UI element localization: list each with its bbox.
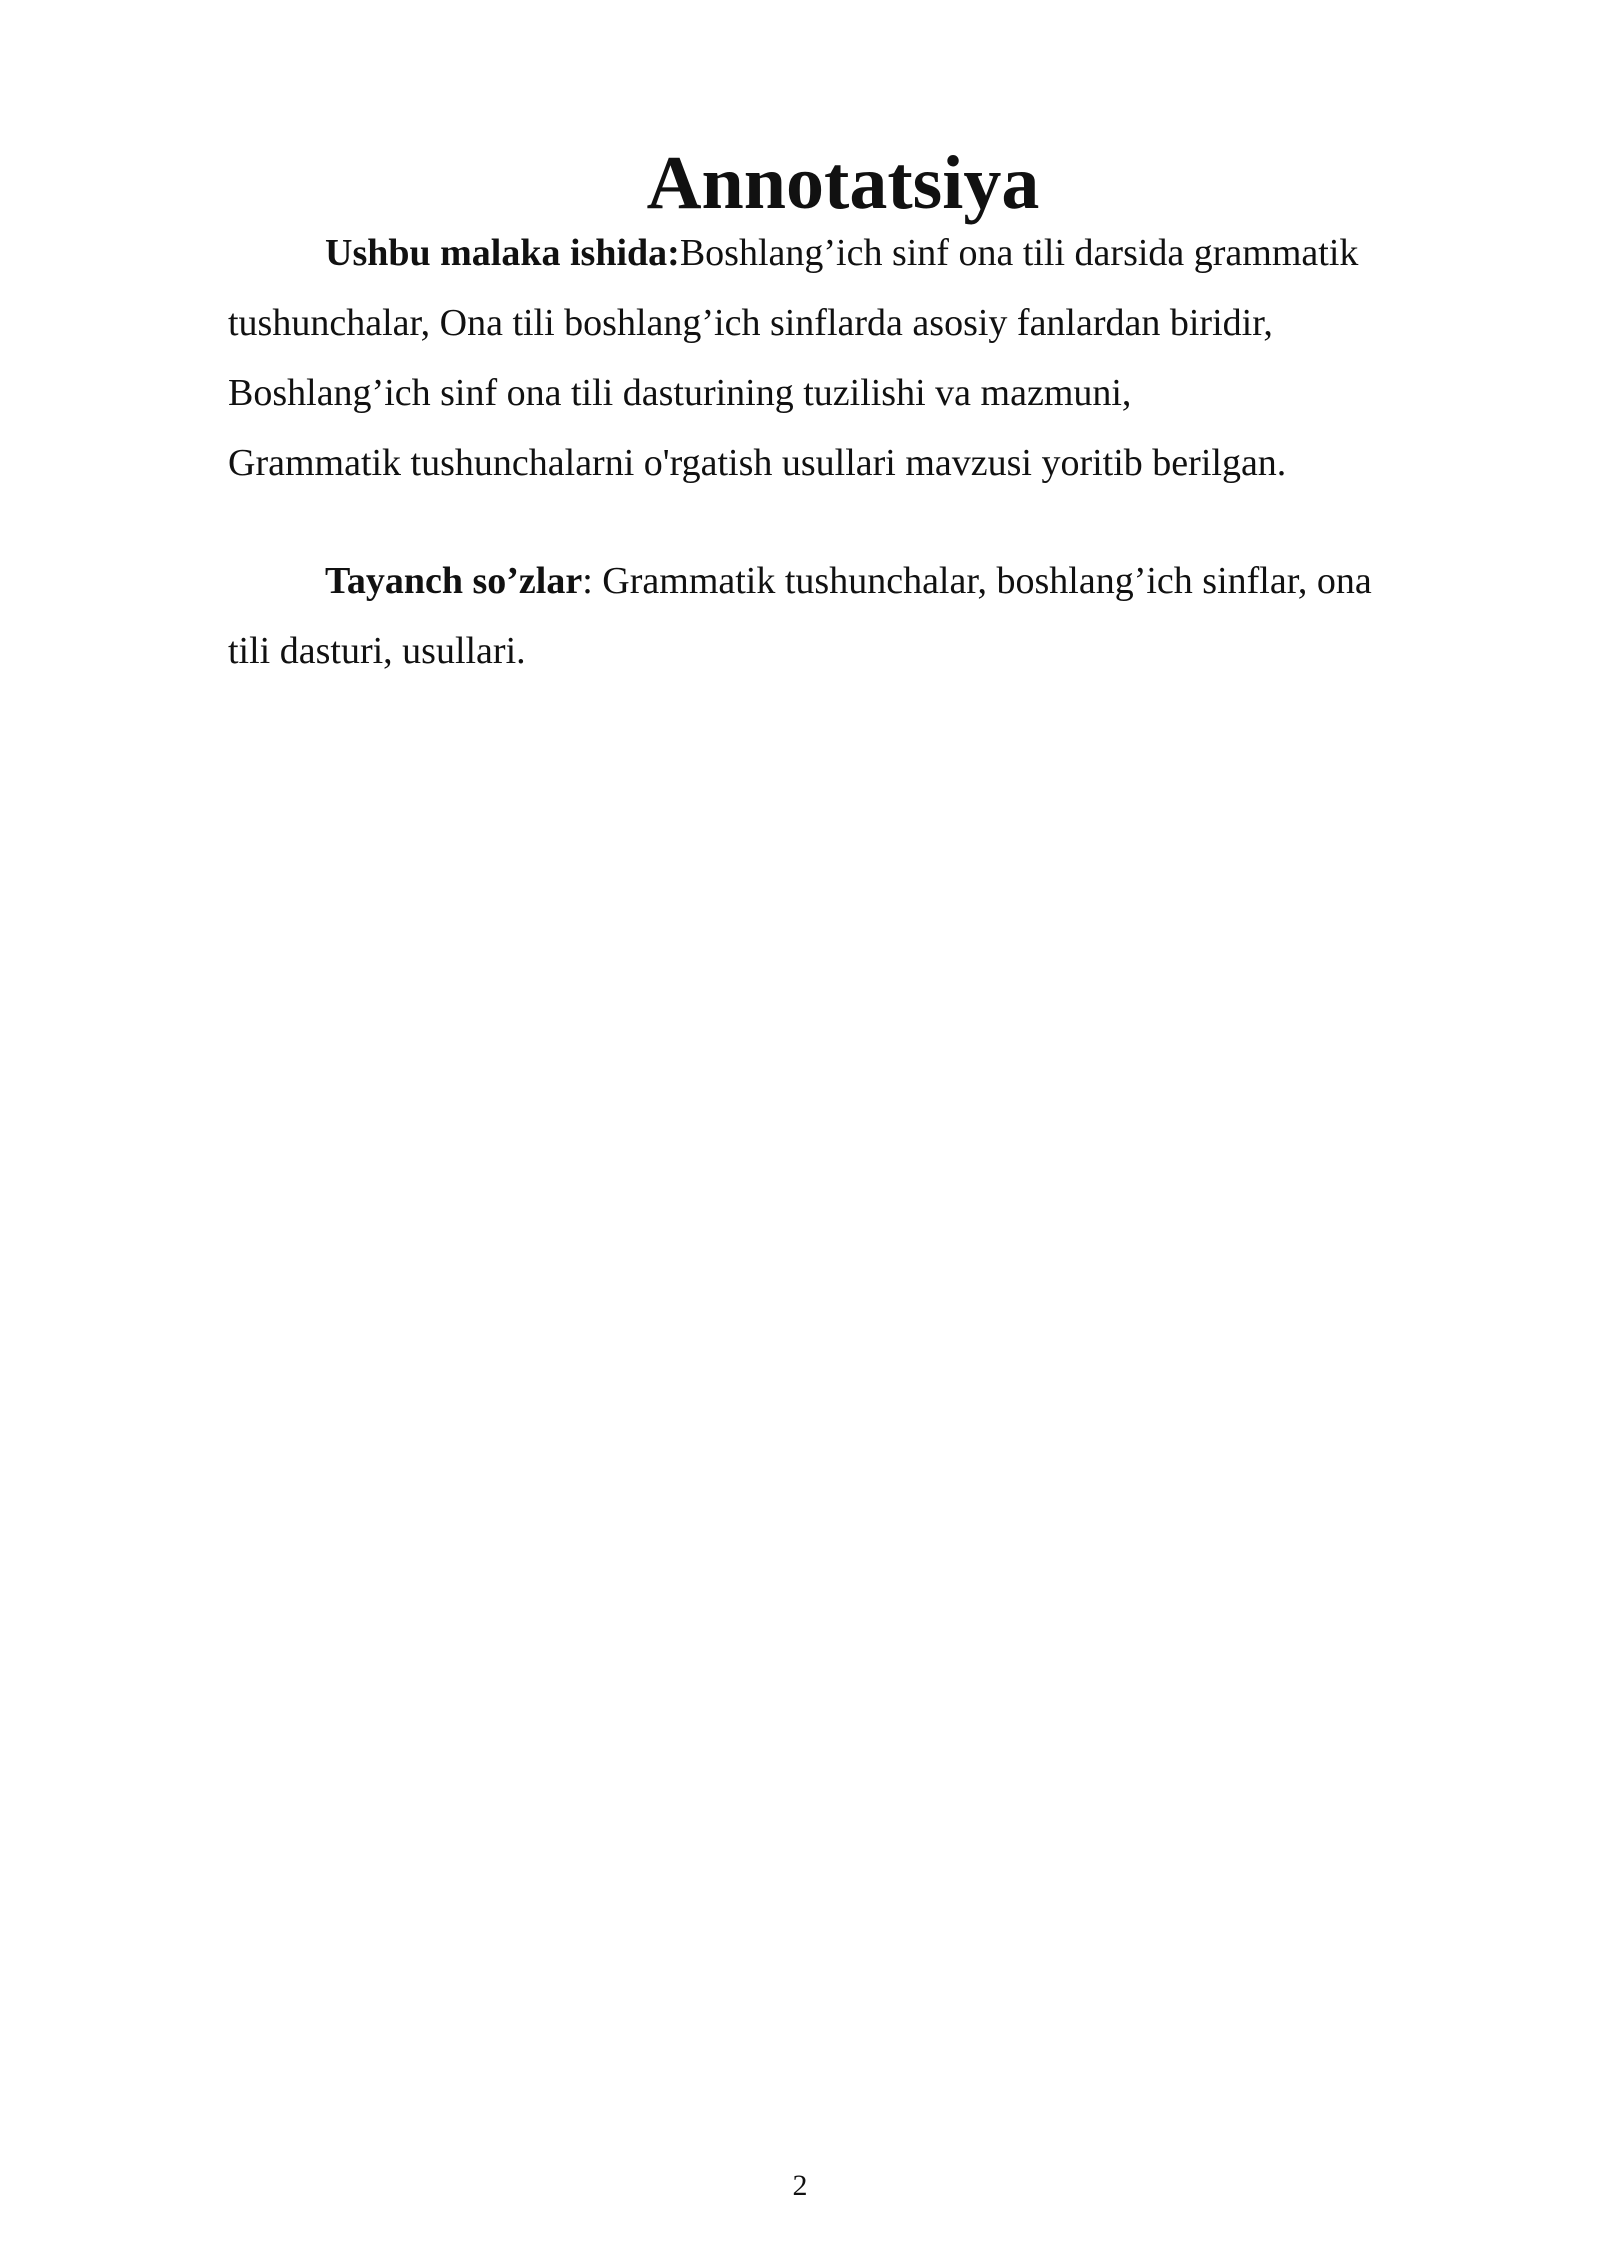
annotation-line-4: Grammatik tushunchalarni o'rgatish usullari mavzusi yoritib berilgan. — [228, 442, 1287, 484]
keywords-text-1: : Grammatik tushunchalar, boshlang’ich sinflar, ona — [582, 560, 1372, 602]
annotation-line-1 — [228, 218, 1458, 288]
annotation-lead: Ushbu malaka ishida: — [325, 232, 680, 274]
annotation-text-1: Boshlang’ich sinf ona tili darsida grammatik — [679, 232, 1359, 274]
keywords-line-2: tili dasturi, usullari. — [228, 630, 526, 672]
page-title: Annotatsiya — [646, 141, 1040, 225]
annotation-line-2: tushunchalar, Ona tili boshlang’ich sinflarda asosiy fanlardan biridir, — [228, 302, 1273, 344]
keywords-lead: Tayanch so’zlar — [325, 560, 583, 602]
keywords-paragraph — [228, 546, 1458, 686]
annotation-paragraph — [228, 218, 1458, 498]
page-number: 2 — [792, 2169, 808, 2202]
document-body — [228, 141, 1458, 686]
paragraph-spacer — [228, 498, 1458, 546]
keywords-line-1 — [228, 546, 1458, 616]
annotation-line-3: Boshlang’ich sinf ona tili dasturining tuzilishi va mazmuni, — [228, 372, 1132, 414]
